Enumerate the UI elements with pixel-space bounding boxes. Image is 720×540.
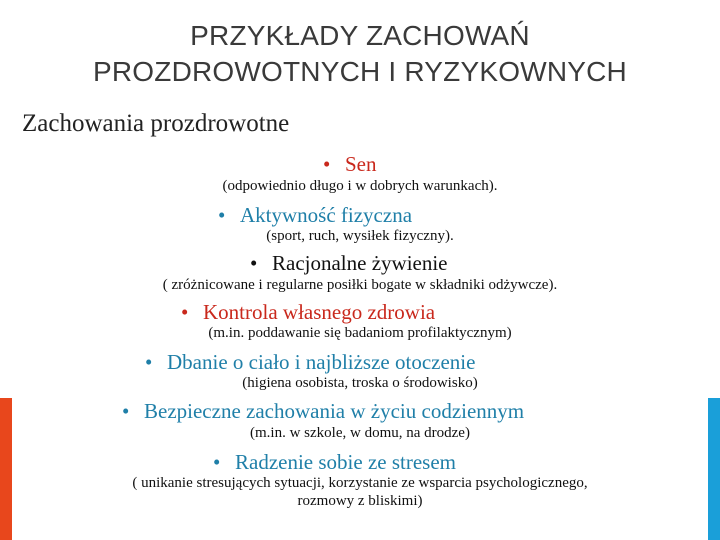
bullet-item-stres — [213, 449, 456, 475]
bullet-label: Racjonalne żywienie — [272, 251, 448, 275]
bullet-item-sen — [323, 151, 377, 177]
bullet-icon: • — [145, 350, 153, 374]
bullet-description — [0, 474, 720, 510]
bullet-description: (sport, ruch, wysiłek fizyczny). — [266, 228, 454, 244]
bullet-description: (higiena osobista, troska o środowisko) — [242, 375, 478, 391]
bullet-label: Radzenie sobie ze stresem — [235, 450, 456, 474]
bullet-icon: • — [181, 300, 189, 324]
bullet-label: Sen — [345, 152, 377, 176]
bullet-icon: • — [213, 450, 221, 474]
bullet-item-dbanie — [145, 349, 475, 375]
bullet-item-bezpieczne — [122, 398, 524, 424]
bullet-description: (odpowiednio długo i w dobrych warunkach). — [222, 178, 498, 194]
bullet-description-line-2: rozmowy z bliskimi) — [297, 493, 423, 509]
decorative-bar-right — [708, 398, 720, 540]
bullet-item-kontrola — [181, 299, 435, 325]
bullet-icon: • — [122, 399, 130, 423]
bullet-description: (m.in. poddawanie się badaniom profilaktycznym) — [208, 325, 512, 341]
section-heading: Zachowania prozdrowotne — [22, 110, 290, 137]
bullet-description-line-1: ( unikanie stresujących sytuacji, korzystanie ze wsparcia psychologicznego, — [132, 475, 588, 491]
bullet-label: Kontrola własnego zdrowia — [203, 300, 436, 324]
bullet-label: Bezpieczne zachowania w życiu codziennym — [144, 399, 525, 423]
bullet-description: ( zróżnicowane i regularne posiłki bogate w składniki odżywcze). — [162, 277, 558, 293]
bullet-icon: • — [250, 251, 258, 275]
bullet-item-zywienie — [250, 250, 448, 276]
decorative-bar-left — [0, 398, 12, 540]
bullet-description: (m.in. w szkole, w domu, na drodze) — [250, 425, 470, 441]
slide-title-line-2: PROZDROWOTNYCH I RYZYKOWNYCH — [93, 56, 627, 87]
slide-title-line-1: PRZYKŁADY ZACHOWAŃ — [190, 20, 530, 51]
bullet-icon: • — [218, 203, 226, 227]
bullet-icon: • — [323, 152, 331, 176]
bullet-item-aktywnosc — [218, 202, 412, 228]
bullet-label: Aktywność fizyczna — [240, 203, 413, 227]
bullet-label: Dbanie o ciało i najbliższe otoczenie — [167, 350, 476, 374]
